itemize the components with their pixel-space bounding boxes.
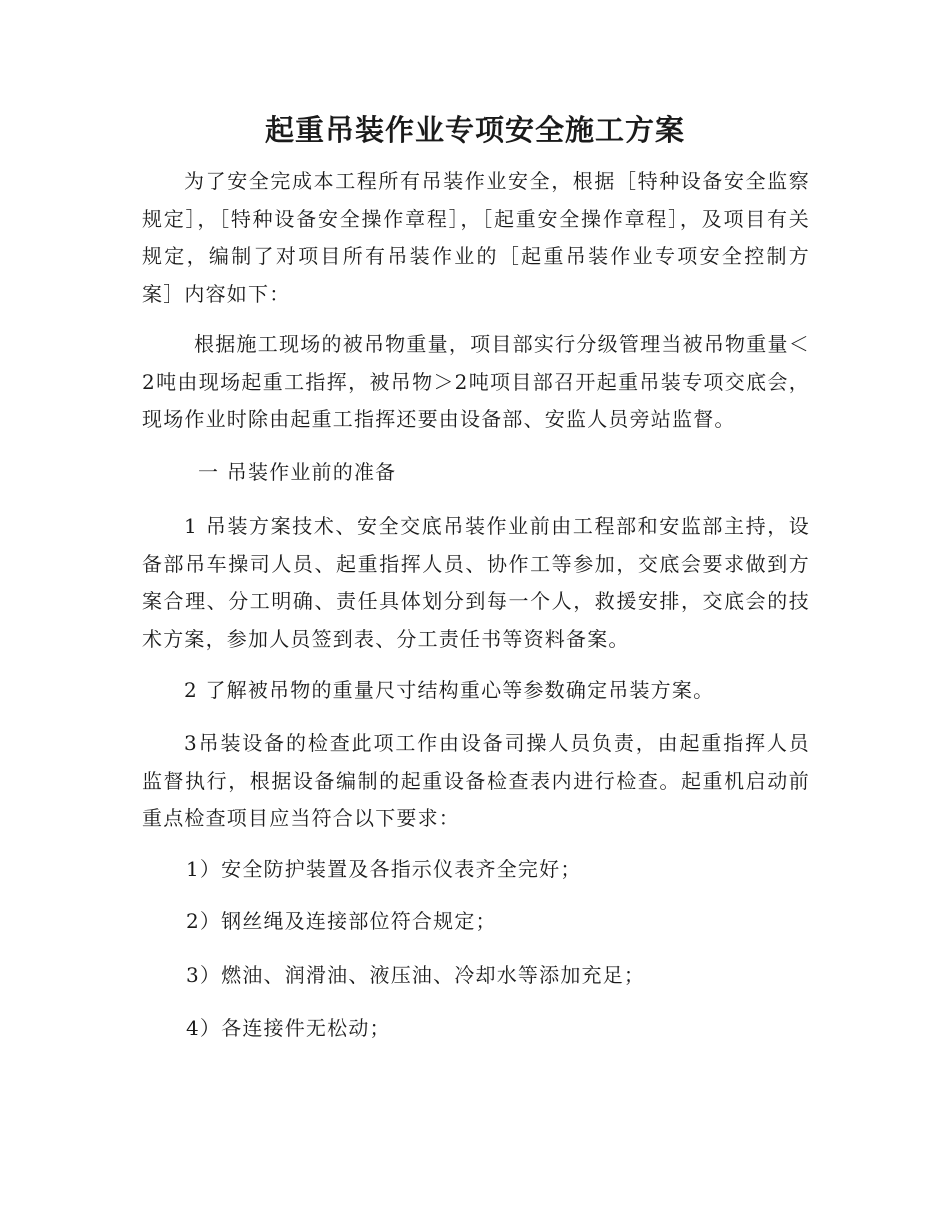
- section-heading: 一 吊装作业前的准备: [198, 460, 397, 484]
- checklist-item: 4）各连接件无松动；: [186, 1016, 391, 1040]
- grading-paragraph: 根据施工现场的被吊物重量，项目部实行分级管理当被吊物重量＜2吨由现场起重工指挥，被吊物＞2吨项目部召开起重吊装专项交底会，现场作业时除由起重工指挥还要由设备部、安监人员旁站监督。: [142, 332, 810, 431]
- checklist-item: 3）燃油、润滑油、液压油、冷却水等添加充足；: [186, 963, 646, 987]
- item-2-paragraph: 2 了解被吊物的重量尺寸结构重心等参数确定吊装方案。: [184, 678, 715, 702]
- item-3-paragraph: 3吊装设备的检查此项工作由设备司操人员负责，由起重指挥人员监督执行，根据设备编制的起重设备检查表内进行检查。起重机启动前重点检查项目应当符合以下要求：: [142, 731, 810, 830]
- intro-paragraph: 为了安全完成本工程所有吊装作业安全，根据［特种设备安全监察规定］，［特种设备安全操作章程］，［起重安全操作章程］，及项目有关规定，编制了对项目所有吊装作业的［起重吊装作业专项安全控制方案］内容如下：: [142, 169, 810, 306]
- checklist-item: 1）安全防护装置及各指示仪表齐全完好；: [186, 857, 582, 881]
- item-1-paragraph: 1 吊装方案技术、安全交底吊装作业前由工程部和安监部主持，设备部吊车操司人员、起重指挥人员、协作工等参加，交底会要求做到方案合理、分工明确、责任具体划分到每一个人，救援安排，交底会的技术方案，参加人员签到表、分工责任书等资料备案。: [142, 514, 810, 651]
- checklist-item: 2）钢丝绳及连接部位符合规定；: [186, 909, 497, 933]
- document-title: 起重吊装作业专项安全施工方案: [264, 113, 685, 147]
